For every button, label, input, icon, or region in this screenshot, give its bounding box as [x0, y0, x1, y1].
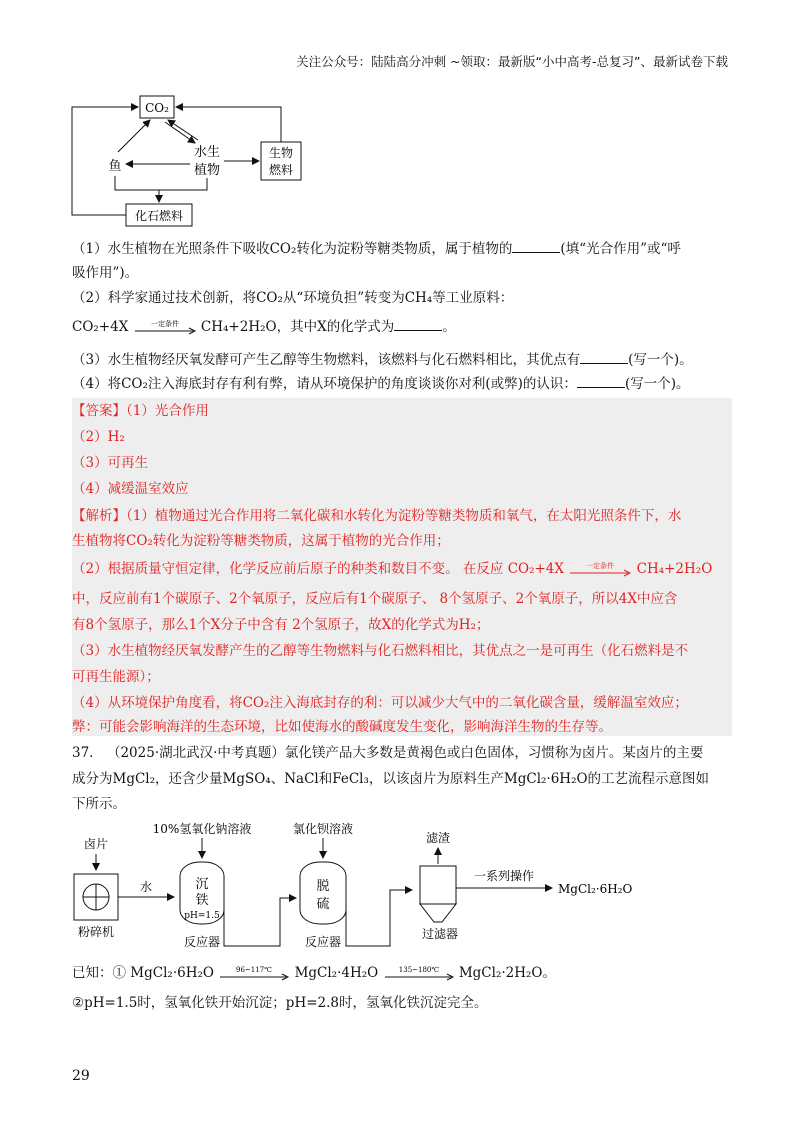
reactor2-char-2: 硫 — [316, 897, 330, 912]
q1-text-b: (填“光合作用”或“呼 — [560, 241, 681, 257]
known-cond-1: 96~117℃ — [236, 965, 273, 974]
page-number: 29 — [72, 1068, 90, 1084]
crusher-label: 粉碎机 — [77, 925, 115, 939]
q2-blank — [394, 316, 442, 331]
co2-label: CO₂ — [145, 101, 169, 115]
q37-line-1: 37． （2025·湖北武汉·中考真题）氯化镁产品大多数是黄褐色或白色固体，习惯称为卤片。某卤片的主要 — [72, 745, 704, 761]
analysis-eq-arrow — [568, 561, 632, 579]
operations-label: 一系列操作 — [473, 869, 535, 883]
q2-text-tail: ，其中X的化学式为 — [276, 319, 395, 335]
analysis-1b: 生植物将CO₂转化为淀粉等糖类物质，这属于植物的光合作用； — [72, 533, 450, 549]
ph-label: pH=1.5 — [184, 911, 220, 921]
product-label: MgCl₂·6H₂O — [558, 882, 633, 896]
fish-label: 鱼 — [108, 159, 122, 174]
q37-line-3: 下所示。 — [72, 796, 126, 812]
reactor2-char-1: 脱 — [316, 879, 330, 894]
analysis-eq-right: CH₄+2H₂O — [636, 561, 713, 577]
analysis-2b: 中，反应前有1个碳原子、2个氧原子，反应后有1个碳原子、 8个氢原子、2个氧原子，所以4X中应含 — [72, 591, 678, 607]
plant-label-1: 水生 — [193, 145, 221, 160]
q4-text-b: (写一个)。 — [624, 376, 690, 392]
analysis-4a: （4）从环境保护角度看，将CO₂注入海底封存的利：可以减少大气中的二氧化碳含量，缓解温室效应； — [72, 695, 688, 711]
known-line-2: ②pH=1.5时，氢氧化铁开始沉淀；pH=2.8时，氢氧化铁沉淀完全。 — [72, 995, 488, 1011]
reactor1-char-2: 铁 — [195, 893, 209, 908]
halide-label: 卤片 — [83, 837, 109, 851]
analysis-2c: 有8个氢原子，那么1个X分子中含有 2个氢原子，故X的化学式为H₂； — [72, 617, 490, 633]
answer-2: （2）H₂ — [72, 429, 125, 445]
q3-blank — [580, 349, 628, 364]
known-arrow-2 — [383, 965, 455, 983]
q1-text-a: （1）水生植物在光照条件下吸收CO₂转化为淀粉等糖类物质，属于植物的 — [72, 241, 513, 257]
answer-1: （1）光合作用 — [126, 403, 209, 419]
answer-4: （4）减缓温室效应 — [72, 481, 189, 497]
known-end: 。 — [542, 965, 556, 981]
analysis-1a: （1）植物通过光合作用将二氧化碳和水转化为淀粉等糖类物质和氧气，在太阳光照条件下，水 — [126, 508, 682, 524]
q2-text: （2）科学家通过技术创新，将CO₂从“环境负担”转变为CH₄等工业原料： — [72, 290, 514, 306]
known-species-3: MgCl₂·2H₂O — [458, 965, 543, 981]
reactor1-char-1: 沉 — [195, 877, 209, 892]
plant-label-2: 植物 — [193, 163, 221, 178]
answer-3: （3）可再生 — [72, 455, 149, 471]
reactor1-label: 反应器 — [183, 935, 221, 949]
reactor2-label: 反应器 — [304, 935, 342, 949]
bio-fuel-label-1: 生物 — [268, 146, 294, 160]
q2-eq-condition: 一定条件 — [150, 319, 179, 328]
q4-text-a: （4）将CO₂注入海底封存有利有弊，请从环境保护的角度谈谈你对利(或弊)的认识： — [72, 376, 577, 392]
analysis-3a: （3）水生植物经厌氧发酵产生的乙醇等生物燃料与化石燃料相比，其优点之一是可再生（化石燃料是不 — [72, 643, 689, 659]
bacl2-label: 氯化钡溶液 — [292, 822, 354, 836]
q2-eq-left: CO₂+4X — [72, 319, 129, 335]
analysis-2a: （2）根据质量守恒定律，化学反应前后原子的种类和数目不变。 在反应 — [72, 561, 504, 577]
analysis-4b: 弊：可能会影响海洋的生态环境，比如使海水的酸碱度发生变化，影响海洋生物的生存等。 — [72, 719, 612, 735]
analysis-3b: 可再生能源）； — [72, 669, 160, 685]
known-prefix: 已知：① — [72, 965, 126, 981]
water-label: 水 — [139, 880, 153, 894]
q3-text-a: （3）水生植物经厌氧发酵可产生乙醇等生物燃料，该燃料与化石燃料相比，其优点有 — [72, 352, 581, 368]
carbon-cycle-diagram — [68, 90, 328, 230]
q4-blank — [577, 373, 625, 388]
known-arrow-1 — [218, 965, 290, 983]
analysis-eq-left: CO₂+4X — [507, 561, 565, 577]
q2-eq-right: CH₄+2H₂O — [200, 319, 277, 335]
analysis-tag: 【解析】 — [72, 508, 126, 524]
bio-fuel-label-2: 燃料 — [268, 163, 294, 177]
q37-line-2: 成分为MgCl₂，还含少量MgSO₄、NaCl和FeCl₃，以该卤片为原料生产MgCl₂·6H₂O的工艺流程示意图如 — [72, 771, 710, 787]
residue-label: 滤渣 — [425, 831, 451, 845]
q3-text-b: (写一个)。 — [628, 352, 693, 368]
q2-text-end: 。 — [442, 319, 456, 335]
analysis-eq-condition: 一定条件 — [586, 561, 615, 570]
known-species-2: MgCl₂·4H₂O — [294, 965, 379, 981]
naoh-label: 10%氢氧化钠溶液 — [152, 822, 252, 836]
q1-blank — [512, 238, 560, 253]
fossil-fuel-label: 化石燃料 — [134, 209, 184, 223]
known-species-1: MgCl₂·6H₂O — [130, 965, 214, 981]
q2-eq-arrow — [133, 319, 197, 337]
known-cond-2: 135~180℃ — [398, 965, 439, 974]
page-header: 关注公众号：陆陆高分冲刺 ~领取：最新版“小中高考-总复习”、最新试卷下载 — [296, 54, 728, 69]
q1-text-c: 吸作用”)。 — [72, 265, 139, 281]
filter-label: 过滤器 — [421, 927, 459, 941]
process-flow-diagram — [70, 818, 670, 958]
answer-tag: 【答案】 — [72, 403, 126, 419]
